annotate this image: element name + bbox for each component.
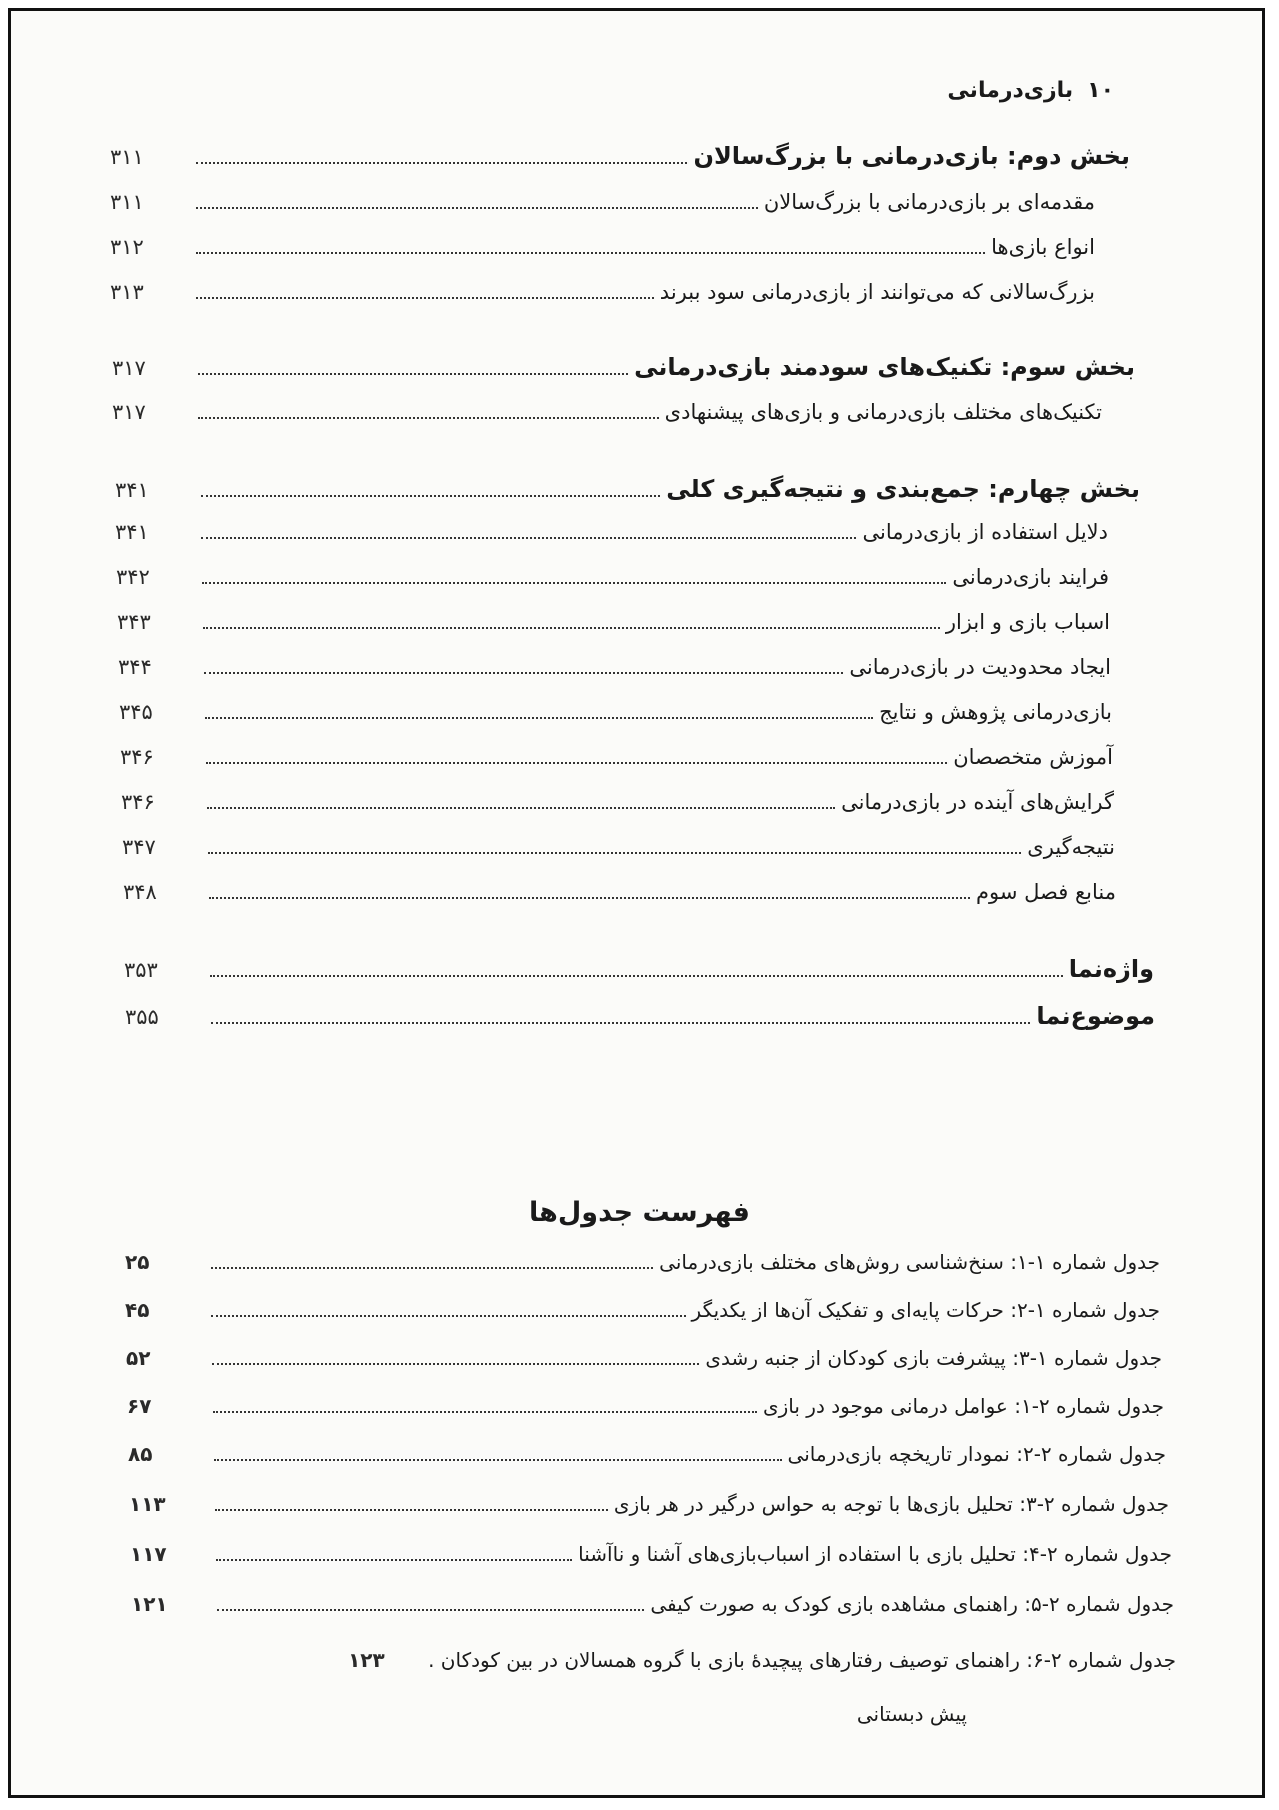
- toc-entry-page: ۳۱۷: [112, 356, 146, 380]
- toc-entry-title: دلایل استفاده از بازی‌درمانی: [862, 520, 1108, 544]
- toc-entry-glossary[interactable]: [124, 955, 1154, 983]
- tables-heading: فهرست جدول‌ها: [529, 1197, 750, 1228]
- header-book-title: بازی‌درمانی: [947, 78, 1074, 103]
- leader-dots: [201, 527, 856, 539]
- toc-entry-title: بخش دوم: بازی‌درمانی با بزرگ‌سالان: [693, 142, 1130, 170]
- toc-entry-title: نتیجه‌گیری: [1027, 835, 1115, 859]
- leader-dots: [215, 1499, 608, 1511]
- table-entry-continuation: پیش دبستانی: [856, 1702, 967, 1726]
- toc-entry-page: ۳۱۷: [112, 400, 146, 424]
- table-entry-page: ۱۲۱: [131, 1592, 168, 1616]
- toc-entry[interactable]: [110, 280, 1095, 304]
- table-entry[interactable]: [131, 1592, 1174, 1616]
- table-entry-title: جدول شماره ۱-۳: پیشرفت بازی کودکان از جنبه رشدی: [705, 1346, 1162, 1370]
- toc-entry-title: بزرگ‌سالانی که می‌توانند از بازی‌درمانی سود ببرند: [659, 280, 1095, 304]
- toc-entry-title: واژه‌نما: [1068, 955, 1154, 983]
- leader-dots: [209, 887, 970, 899]
- leader-dots: [212, 1353, 699, 1365]
- table-entry[interactable]: [130, 1542, 1172, 1566]
- table-entry[interactable]: [125, 1250, 1160, 1274]
- toc-entry-page: ۳۵۵: [125, 1005, 159, 1029]
- toc-entry-title: گرایش‌های آینده در بازی‌درمانی: [841, 790, 1114, 814]
- toc-entry[interactable]: [110, 190, 1095, 214]
- table-entry-title: جدول شماره ۲-۲: نمودار تاریخچه بازی‌درمانی: [787, 1442, 1166, 1466]
- leader-dots: [210, 965, 1063, 977]
- leader-dots: [217, 1599, 644, 1611]
- table-entry[interactable]: [126, 1346, 1162, 1370]
- table-entry-page: ۲۵: [125, 1250, 150, 1274]
- toc-entry-page: ۳۴۵: [119, 700, 153, 724]
- toc-entry-page: ۳۴۷: [122, 835, 156, 859]
- leader-dots: [202, 572, 946, 584]
- leader-dots: [213, 1401, 757, 1413]
- leader-dots: [216, 1549, 572, 1561]
- table-entry-page: ۶۷: [127, 1394, 152, 1418]
- toc-entry-part2[interactable]: [110, 142, 1130, 170]
- toc-entry-title: ایجاد محدودیت در بازی‌درمانی: [849, 655, 1111, 679]
- leader-dots: [207, 797, 835, 809]
- leader-dots: [211, 1305, 686, 1317]
- toc-entry[interactable]: [117, 610, 1110, 634]
- toc-entry-subject-index[interactable]: [125, 1002, 1155, 1030]
- leader-dots: [196, 197, 758, 209]
- toc-entry-page: ۳۴۱: [115, 520, 149, 544]
- toc-entry-page: ۳۴۳: [117, 610, 151, 634]
- toc-entry-page: ۳۴۲: [116, 565, 150, 589]
- table-entry-page: ۱۱۳: [129, 1492, 166, 1516]
- toc-entry-title: تکنیک‌های مختلف بازی‌درمانی و بازی‌های پیشنهادی: [664, 400, 1102, 424]
- table-entry[interactable]: [129, 1492, 1169, 1516]
- leader-dots: [206, 752, 947, 764]
- table-entry-title: جدول شماره ۲-۱: عوامل درمانی موجود در بازی: [762, 1394, 1164, 1418]
- toc-entry-page: ۳۴۶: [121, 790, 155, 814]
- toc-entry[interactable]: [112, 400, 1102, 424]
- toc-entry-part4[interactable]: [115, 475, 1140, 503]
- toc-entry-title: فرایند بازی‌درمانی: [952, 565, 1109, 589]
- toc-entry[interactable]: [115, 520, 1108, 544]
- toc-entry-page: ۳۱۱: [110, 145, 144, 169]
- leader-dots: [198, 407, 659, 419]
- leader-dots: [204, 662, 843, 674]
- table-entry-title: جدول شماره ۱-۱: سنخ‌شناسی روش‌های مختلف بازی‌درمانی: [659, 1250, 1160, 1274]
- toc-entry-title: انواع بازی‌ها: [991, 235, 1095, 259]
- table-entry[interactable]: [132, 1648, 1176, 1672]
- toc-entry[interactable]: [123, 880, 1116, 904]
- toc-entry-title: آموزش متخصصان: [953, 745, 1113, 769]
- table-entry-title: جدول شماره ۲-۶: راهنمای توصیف رفتارهای پیچیدهٔ بازی با گروه همسالان در بین کودکان .: [428, 1648, 1176, 1672]
- table-entry[interactable]: [127, 1394, 1164, 1418]
- toc-entry-title: منابع فصل سوم: [976, 880, 1116, 904]
- table-entry-page: ۱۲۳: [348, 1648, 385, 1672]
- leader-dots: [203, 617, 940, 629]
- toc-entry-title: بازی‌درمانی پژوهش و نتایج: [879, 700, 1112, 724]
- toc-entry-title: موضوع‌نما: [1036, 1002, 1155, 1030]
- leader-dots: [211, 1012, 1030, 1024]
- toc-entry[interactable]: [110, 235, 1095, 259]
- leader-dots: [205, 707, 873, 719]
- leader-dots: [214, 1449, 782, 1461]
- header-page-number: ۱۰: [1087, 78, 1114, 103]
- table-entry-title: جدول شماره ۱-۲: حرکات پایه‌ای و تفکیک آن‌ها از یکدیگر: [691, 1298, 1160, 1322]
- leader-dots: [208, 842, 1021, 854]
- leader-dots: [196, 242, 985, 254]
- table-entry-page: ۱۱۷: [130, 1542, 167, 1566]
- table-entry-title: جدول شماره ۲-۵: راهنمای مشاهده بازی کودک به صورت کیفی: [650, 1592, 1174, 1616]
- toc-entry-page: ۳۴۶: [120, 745, 154, 769]
- toc-entry[interactable]: [116, 565, 1109, 589]
- table-entry-title: جدول شماره ۲-۴: تحلیل بازی با استفاده از اسباب‌بازی‌های آشنا و ناآشنا: [578, 1542, 1172, 1566]
- toc-entry-page: ۳۱۱: [110, 190, 144, 214]
- table-entry[interactable]: [125, 1298, 1160, 1322]
- toc-entry-page: ۳۵۳: [124, 958, 158, 982]
- toc-entry-title: بخش چهارم: جمع‌بندی و نتیجه‌گیری کلی: [666, 475, 1140, 503]
- toc-entry[interactable]: [122, 835, 1115, 859]
- toc-entry[interactable]: [121, 790, 1114, 814]
- toc-entry[interactable]: [120, 745, 1113, 769]
- toc-entry[interactable]: [119, 700, 1112, 724]
- toc-entry-page: ۳۱۳: [110, 280, 144, 304]
- table-entry-page: ۵۲: [126, 1346, 151, 1370]
- toc-entry-title: بخش سوم: تکنیک‌های سودمند بازی‌درمانی: [634, 353, 1135, 381]
- toc-entry-page: ۳۱۲: [110, 235, 144, 259]
- leader-dots: [211, 1257, 653, 1269]
- toc-entry-page: ۳۴۱: [115, 478, 149, 502]
- table-entry-page: ۸۵: [128, 1442, 153, 1466]
- leader-dots: [196, 287, 654, 299]
- toc-entry-part3[interactable]: [112, 353, 1135, 381]
- toc-entry-page: ۳۴۴: [118, 655, 152, 679]
- table-entry-page: ۴۵: [125, 1298, 150, 1322]
- leader-dots: [201, 485, 660, 497]
- toc-entry-page: ۳۴۸: [123, 880, 157, 904]
- leader-dots: [198, 363, 628, 375]
- table-entry[interactable]: [128, 1442, 1166, 1466]
- leader-dots: [196, 152, 687, 164]
- toc-entry-title: مقدمه‌ای بر بازی‌درمانی با بزرگ‌سالان: [763, 190, 1095, 214]
- table-entry-title: جدول شماره ۲-۳: تحلیل بازی‌ها با توجه به حواس درگیر در هر بازی: [613, 1492, 1169, 1516]
- toc-entry-title: اسباب بازی و ابزار: [945, 610, 1110, 634]
- toc-entry[interactable]: [118, 655, 1111, 679]
